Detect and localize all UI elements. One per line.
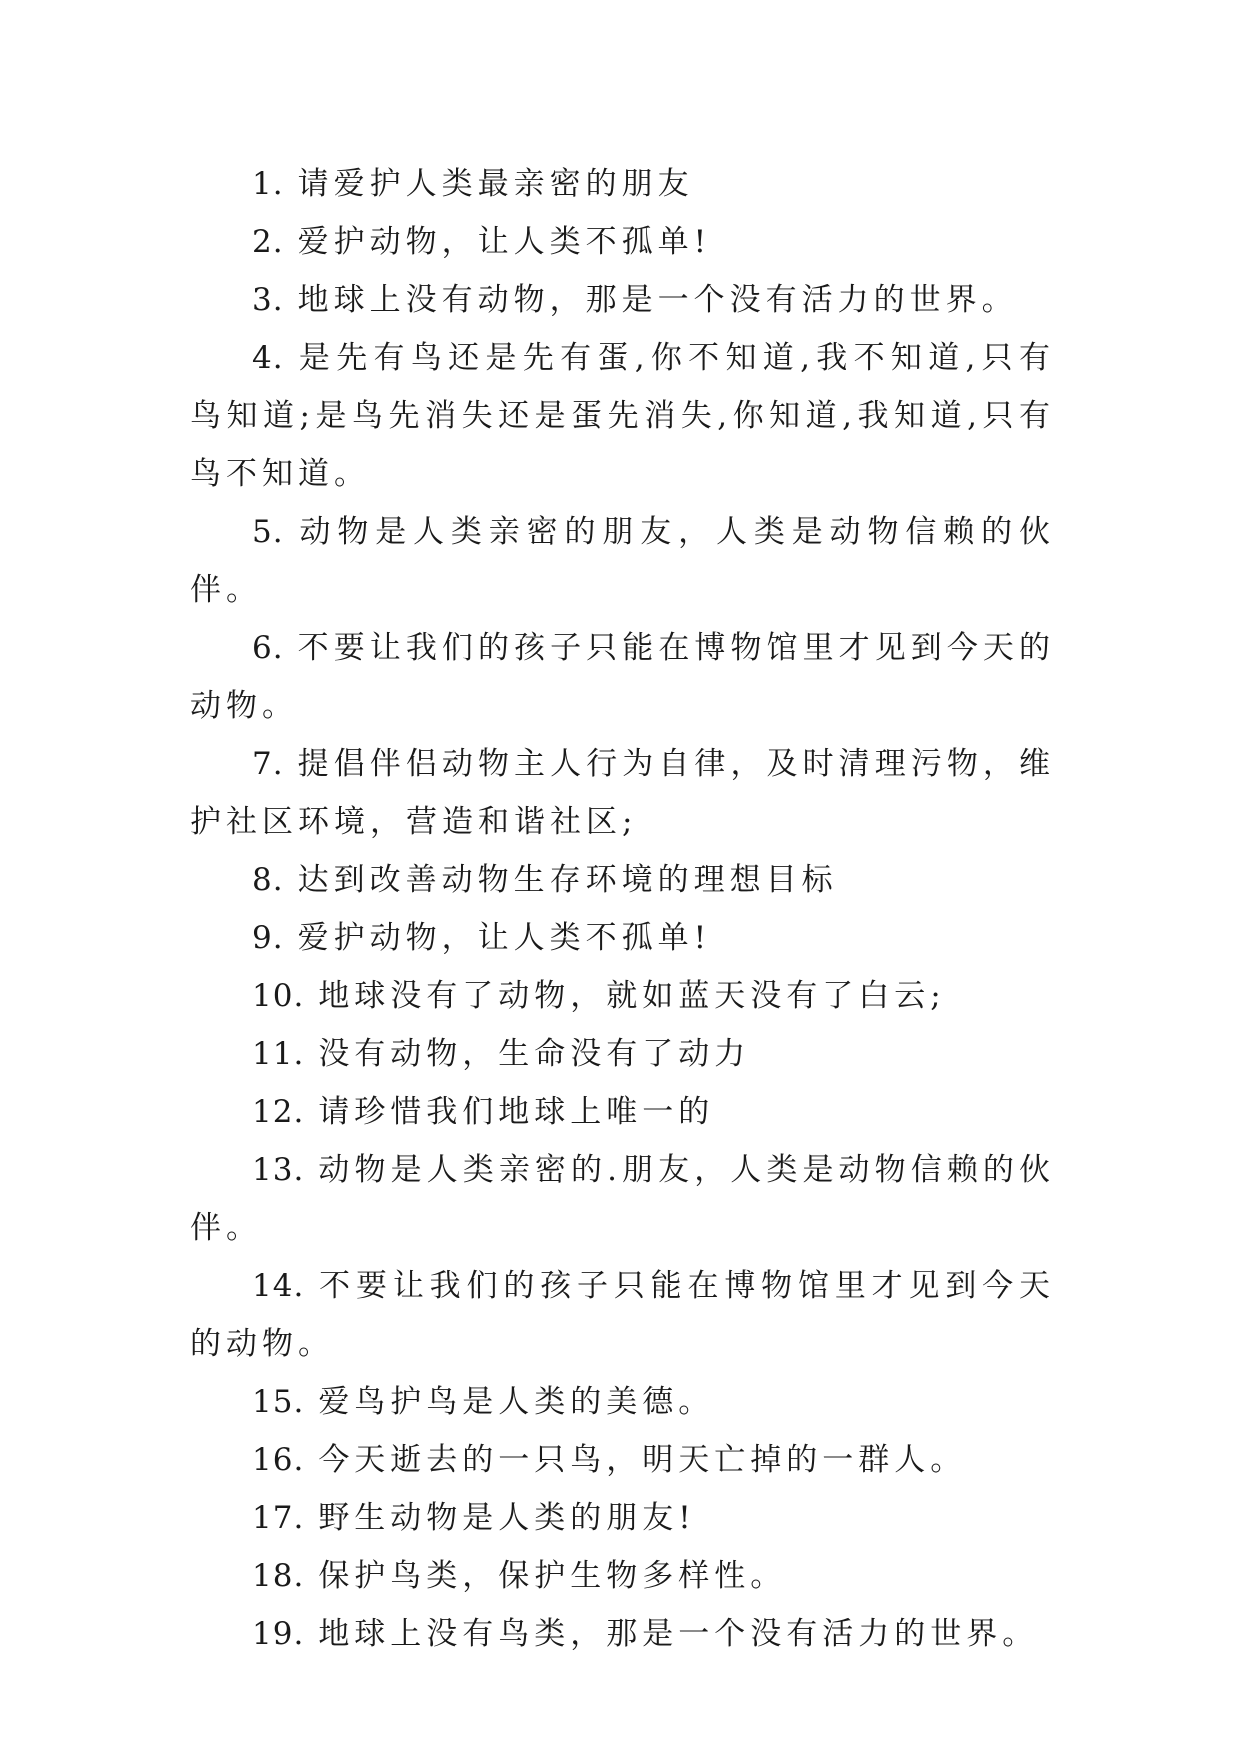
item-text: 请珍惜我们地球上唯一的 [318,1094,715,1130]
item-number: 14. [252,1268,305,1304]
list-item [190,1025,1055,1083]
list-item [190,1431,1055,1489]
item-text: 野生动物是人类的朋友! [318,1500,696,1536]
item-number: 3. [252,282,284,318]
list-item [190,503,1055,619]
item-text: 爱鸟护鸟是人类的美德。 [318,1384,715,1420]
list-item [190,735,1055,851]
item-number: 4. [252,340,284,376]
list-item [190,851,1055,909]
item-number: 17. [252,1500,305,1536]
item-number: 8. [252,862,284,898]
item-number: 9. [252,920,284,956]
item-number: 18. [252,1558,305,1594]
item-number: 12. [252,1094,305,1130]
item-number: 6. [252,630,284,666]
item-text: 不要让我们的孩子只能在博物馆里才见到今天的动物。 [190,1268,1055,1362]
list-item [190,1373,1055,1431]
list-item [190,967,1055,1025]
item-number: 13. [252,1152,305,1188]
item-text: 不要让我们的孩子只能在博物馆里才见到今天的动物。 [190,630,1055,724]
list-item [190,619,1055,735]
list-item [190,1141,1055,1257]
list-item [190,329,1055,503]
list-item [190,1547,1055,1605]
item-number: 10. [252,978,305,1014]
item-text: 地球没有了动物，就如蓝天没有了白云; [318,978,946,1014]
list-item [190,213,1055,271]
slogan-list [190,155,1055,1663]
item-text: 动物是人类亲密的.朋友，人类是动物信赖的伙伴。 [190,1152,1055,1246]
item-text: 是先有鸟还是先有蛋,你不知道,我不知道,只有鸟知道;是鸟先消失还是蛋先消失,你知道,我知道,只有鸟不知道。 [190,340,1055,492]
list-item [190,271,1055,329]
list-item [190,1083,1055,1141]
item-number: 7. [252,746,284,782]
item-text: 爱护动物，让人类不孤单! [297,224,712,260]
list-item [190,1257,1055,1373]
item-text: 动物是人类亲密的朋友，人类是动物信赖的伙伴。 [190,514,1055,608]
item-text: 保护鸟类，保护生物多样性。 [318,1558,787,1594]
item-number: 2. [252,224,284,260]
list-item [190,909,1055,967]
item-text: 请爱护人类最亲密的朋友 [297,166,694,202]
item-text: 地球上没有鸟类，那是一个没有活力的世界。 [318,1616,1039,1652]
item-number: 5. [252,514,284,550]
item-text: 没有动物，生命没有了动力 [318,1036,751,1072]
list-item [190,1605,1055,1663]
item-text: 达到改善动物生存环境的理想目标 [297,862,838,898]
item-text: 提倡伴侣动物主人行为自律，及时清理污物，维护社区环境，营造和谐社区; [190,746,1055,840]
item-number: 1. [252,166,284,202]
item-text: 爱护动物，让人类不孤单! [297,920,712,956]
item-number: 15. [252,1384,305,1420]
item-text: 地球上没有动物，那是一个没有活力的世界。 [297,282,1018,318]
item-number: 11. [252,1036,305,1072]
list-item [190,1489,1055,1547]
item-text: 今天逝去的一只鸟，明天亡掉的一群人。 [318,1442,967,1478]
list-item [190,155,1055,213]
item-number: 16. [252,1442,305,1478]
item-number: 19. [252,1616,305,1652]
